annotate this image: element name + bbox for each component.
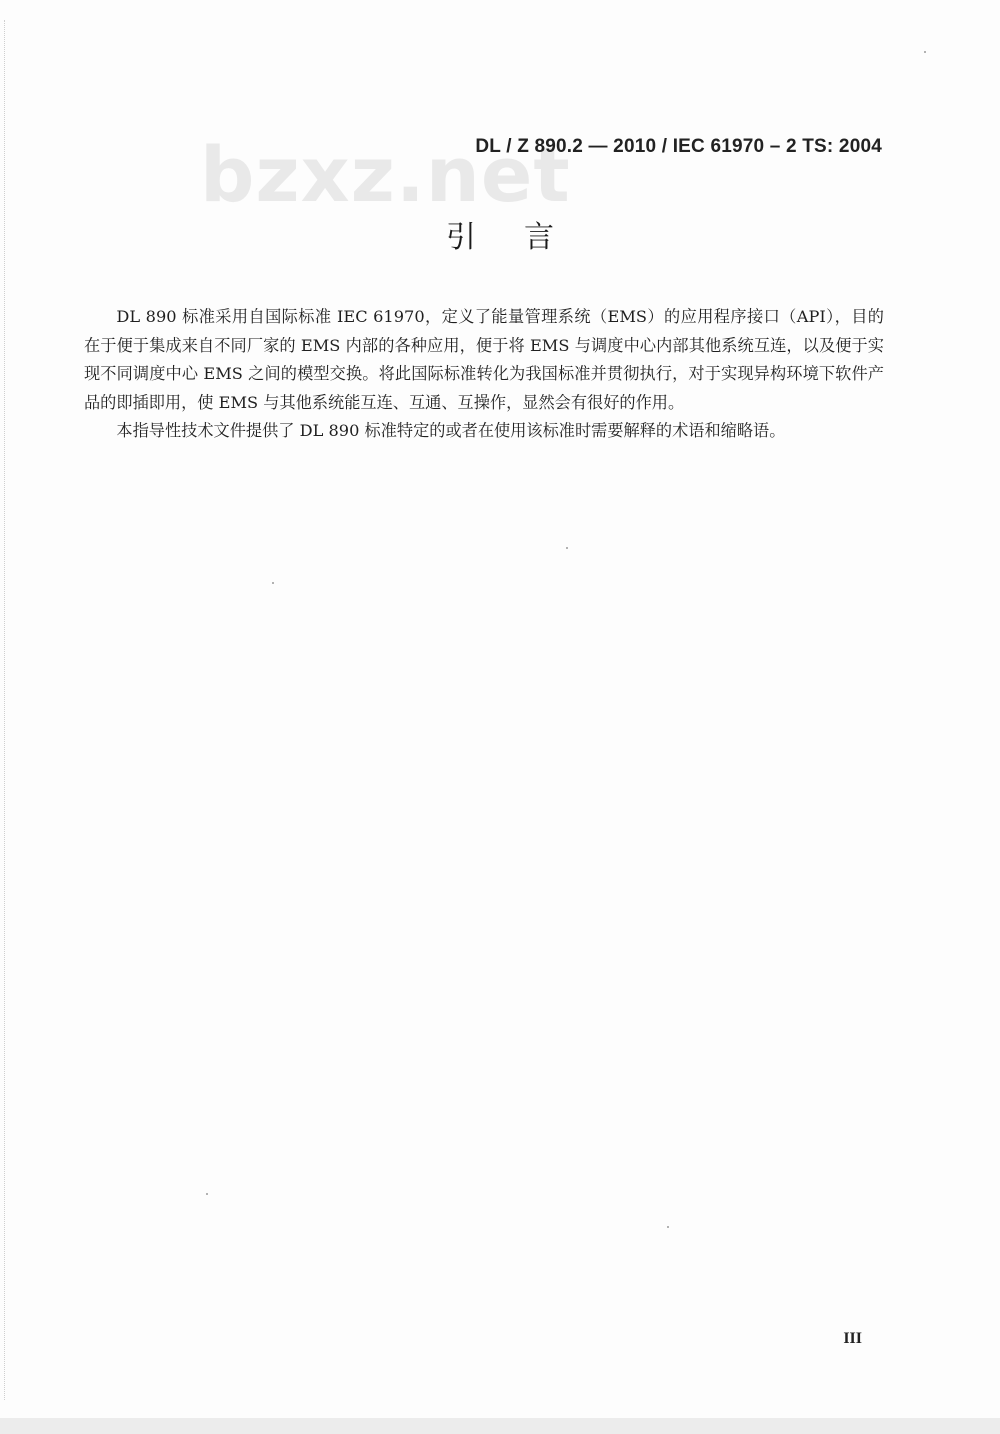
paragraph: DL 890 标准采用自国际标准 IEC 61970，定义了能量管理系统（EMS）的应用程序接口（API），目的在于便于集成来自不同厂家的 EMS 内部的各种应用，便于将 EMS 与调度中心内部其他系统互连，以及便于实现不同调度中心 EMS 之间的模型交换。将此国际标准转化为我国标准并贯彻执行，对于实现异构环境下软件产品的即插即用，使 EMS 与其他系统能互连、互通、互操作，显然会有很好的作用。 xyxy=(84,307,884,412)
section-title: 引言 xyxy=(446,220,602,255)
page-number: III xyxy=(843,1330,862,1347)
paragraph: 本指导性技术文件提供了 DL 890 标准特定的或者在使用该标准时需要解释的术语和缩略语。 xyxy=(116,421,786,440)
standard-number-header: DL / Z 890.2 — 2010 / IEC 61970 – 2 TS: 2004 xyxy=(475,136,882,157)
scan-speck xyxy=(667,1226,669,1228)
scan-speck xyxy=(566,547,568,549)
scan-speck xyxy=(924,51,926,53)
page-bottom-band xyxy=(0,1418,1000,1434)
scan-speck xyxy=(272,582,274,584)
scan-speck xyxy=(206,1193,208,1195)
watermark: bzxz.net xyxy=(200,130,571,219)
body-text xyxy=(84,303,884,446)
